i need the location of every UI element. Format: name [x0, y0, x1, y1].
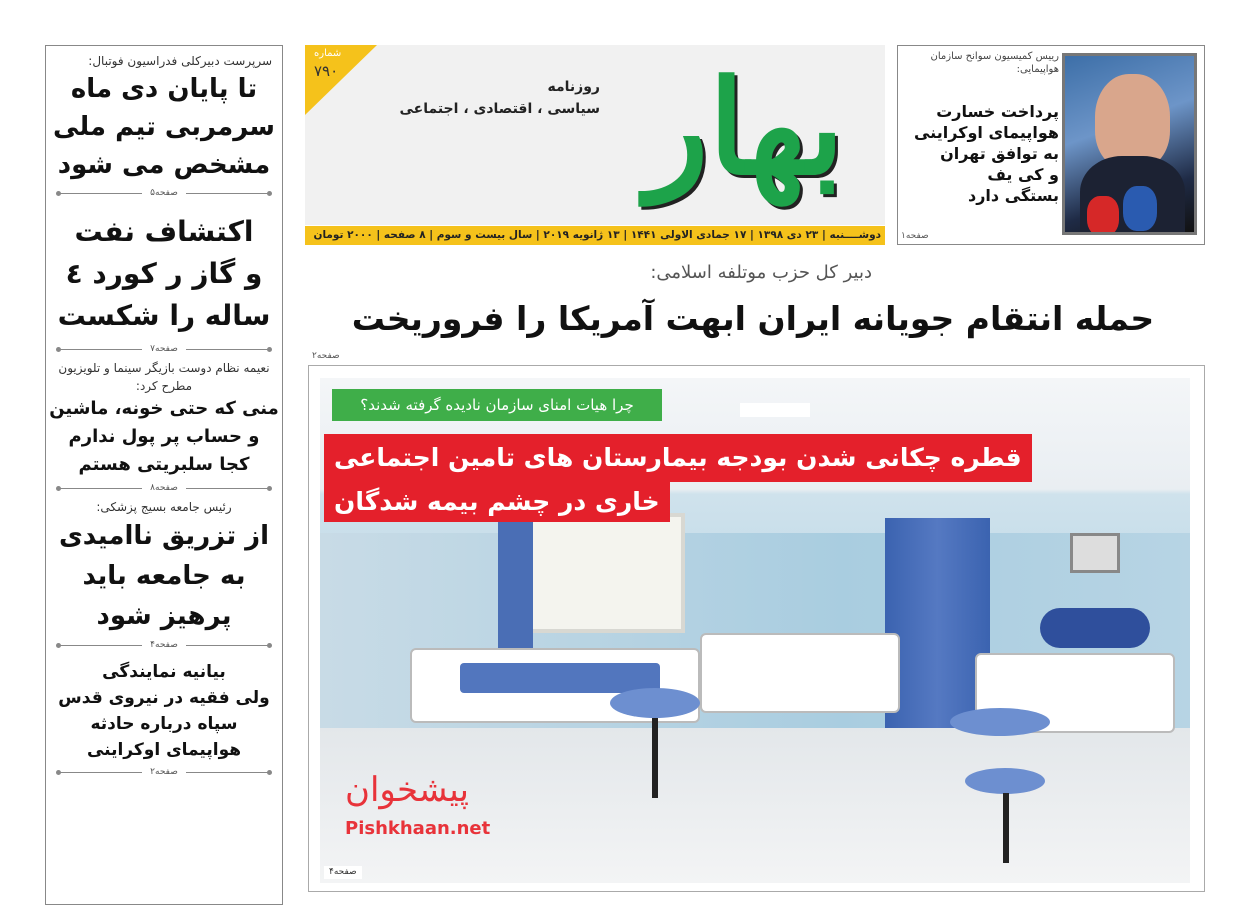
headline-line: هواپیمای اوکراینی — [86, 740, 242, 760]
headline-line: ساله را شکست — [57, 299, 271, 332]
story-headline[interactable] — [46, 659, 282, 763]
headline-line: و حساب پر پول ندارم — [68, 426, 260, 447]
headline-line: از تزریق ناامیدی — [58, 521, 270, 551]
hospital-bed — [700, 633, 900, 713]
red-headline-line2[interactable]: خاری در چشم بیمه شدگان — [324, 482, 670, 522]
issue-number: ۷۹۰ — [314, 62, 339, 80]
page-ref-label: صفحه۵ — [150, 188, 178, 198]
page-ref-label: صفحه۲ — [312, 351, 340, 361]
paper-type: روزنامه — [547, 79, 600, 95]
headline-line: منی که حتی خونه، ماشین — [49, 398, 279, 419]
official-photo — [1062, 53, 1197, 235]
newspaper-logo[interactable]: بهار — [645, 51, 845, 204]
story-kicker: نعیمه نظام دوست بازیگر سینما و تلویزیون مطرح کرد: — [58, 361, 270, 393]
headline-line: و گاز ر کورد ٤ — [65, 257, 263, 290]
blue-stool — [965, 768, 1045, 794]
patient — [1040, 608, 1150, 648]
headline-line: سرمربی تیم ملی — [53, 112, 275, 142]
headline-line: کجا سلبریتی هستم — [78, 454, 250, 475]
page-ref — [46, 766, 282, 779]
watermark-url: Pishkhaan.net — [345, 818, 491, 839]
page-ref-label: صفحه۲ — [150, 767, 178, 777]
blue-stool — [950, 708, 1050, 736]
page-ref-label: صفحه۸ — [150, 483, 178, 493]
page-ref-label: صفحه۷ — [150, 344, 178, 354]
window — [525, 513, 685, 633]
headline-line: بستگی دارد — [968, 186, 1059, 205]
story-kicker: سرپرست دبیرکلی فدراسیون فوتبال: — [88, 54, 272, 68]
story-headline[interactable] — [46, 70, 282, 184]
stool-stand — [1003, 793, 1009, 863]
blue-stool — [610, 688, 700, 718]
story-kicker: رئیس جامعه بسیج پزشکی: — [96, 500, 232, 514]
headline-line: به جامعه باید — [82, 561, 246, 591]
headline-line: ولی فقیه در نیروی قدس — [58, 688, 270, 708]
main-kicker: دبیر کل حزب موتلفه اسلامی: — [650, 262, 872, 283]
face-shape — [1095, 74, 1170, 169]
headline-line: هواپیمای اوکراینی — [913, 123, 1059, 142]
headline-line: پرداخت خسارت — [936, 102, 1059, 121]
issue-label: شماره — [314, 48, 342, 59]
microphone — [1087, 196, 1119, 235]
headline-line: و کی یف — [987, 165, 1059, 184]
left-column — [45, 45, 283, 905]
story-headline[interactable] — [46, 395, 282, 479]
page-ref — [46, 482, 282, 495]
page-ref-label: صفحه۴ — [150, 640, 178, 650]
tagline: سیاسی ، اقتصادی ، اجتماعی — [399, 101, 600, 117]
right-story-text — [901, 50, 1059, 242]
right-story-headline[interactable] — [901, 101, 1059, 206]
headline-line: به توافق تهران — [940, 144, 1059, 163]
bed-mattress — [460, 663, 660, 693]
main-headline[interactable]: حمله انتقام جویانه ایران ابهت آمریکا را فروریخت — [351, 299, 1155, 338]
story-headline[interactable] — [46, 211, 282, 337]
headline-line: سپاه درباره حادثه — [90, 714, 238, 734]
date-bar: دوشــــنبه | ۲۳ دی ۱۳۹۸ | ۱۷ جمادی الاولی ۱۴۴۱ | ۱۳ ژانویه ۲۰۱۹ | سال بیست و سوم | ۸ صفحه | ۲۰۰۰ تومان — [305, 226, 885, 245]
page-ref — [46, 187, 282, 200]
page-ref-label: صفحه۱ — [901, 231, 929, 241]
headline-line: اکتشاف نفت — [74, 215, 254, 248]
microphone — [1123, 186, 1157, 231]
green-kicker: چرا هیات امنای سازمان نادیده گرفته شدند؟ — [332, 389, 662, 421]
headline-line: پرهیز شود — [96, 601, 232, 631]
headline-line: تا پایان دی ماه — [70, 74, 258, 104]
story-headline[interactable] — [46, 516, 282, 636]
ceiling-light — [740, 403, 810, 417]
headline-line: بیانیه نمایندگی — [102, 662, 226, 682]
stool-stand — [652, 718, 658, 798]
page-ref-label: صفحه۴ — [324, 866, 362, 879]
page-ref — [46, 343, 282, 356]
medical-monitor — [1070, 533, 1120, 573]
red-headline-line1[interactable]: قطره چکانی شدن بودجه بیمارستان های تامین اجتماعی — [324, 434, 1032, 482]
headline-line: مشخص می شود — [57, 150, 271, 180]
page-ref — [46, 639, 282, 652]
watermark-logo: پیشخوان — [345, 770, 469, 810]
right-story-kicker: رییس کمیسیون سوانح سازمان هواپیمایی: — [930, 51, 1059, 75]
